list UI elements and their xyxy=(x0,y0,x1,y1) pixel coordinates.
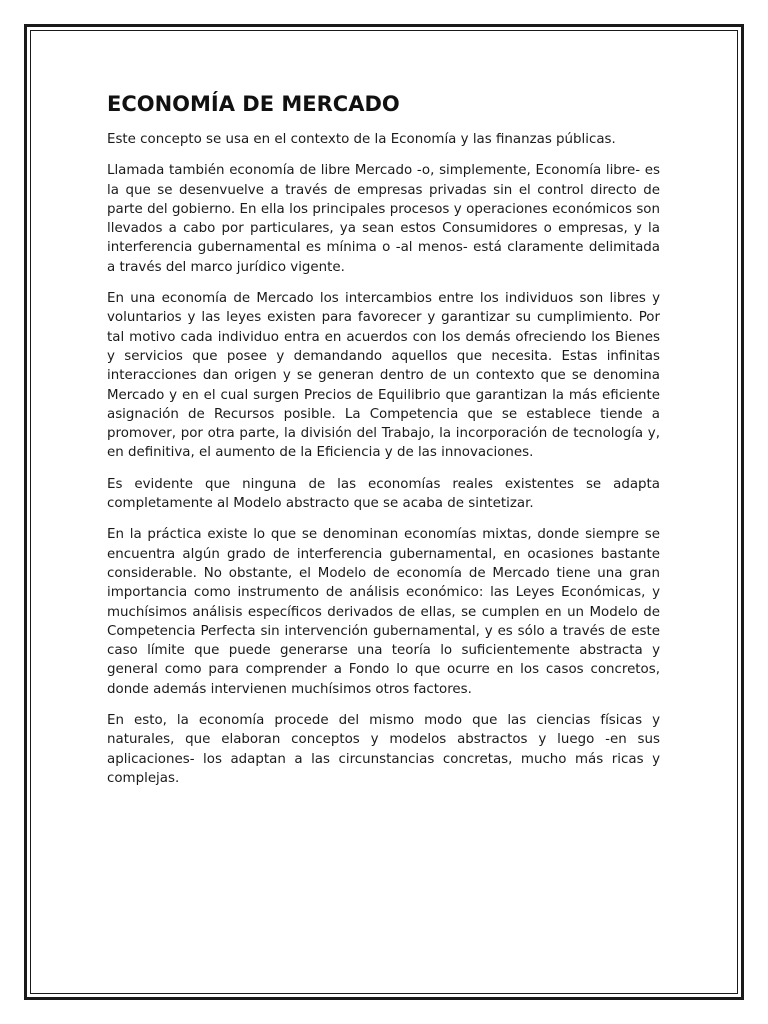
paragraph-intro: Este concepto se usa en el contexto de la Economía y las finanzas públicas. xyxy=(107,132,616,147)
paragraph-conclusion: En esto, la economía procede del mismo modo que las ciencias físicas y naturales, que elaboran conceptos y modelos abstractos y luego -en sus aplicaciones- los adaptan a las circunstancias concretas, mucho más ricas y complejas. xyxy=(107,713,660,786)
paragraph-definition: Llamada también economía de libre Mercado -o, simplemente, Economía libre- es la que se desenvuelve a través de empresas privadas sin el control directo de parte del gobierno. En ella los principales procesos y operaciones económicos son llevados a cabo por particulares, ya sean estos Consumidores o empresas, y la interferencia gubernamental es mínima o -al menos- está claramente delimitada a través del marco jurídico vigente. xyxy=(107,163,660,275)
paragraph-market-exchanges: En una economía de Mercado los intercambios entre los individuos son libres y voluntarios y las leyes existen para favorecer y garantizar su cumplimiento. Por tal motivo cada individuo entra en acuerdos con los demás ofreciendo los Bienes y servicios que posee y demandando aquellos que necesita. Estas infinitas interacciones dan origen y se generan dentro de un contexto que se denomina Mercado y en el cual surgen Precios de Equilibrio que garantizan la más eficiente asignación de Recursos posible. La Competencia que se establece tiende a promover, por otra parte, la división del Trabajo, la incorporación de tecnología y, en definitiva, el aumento de la Eficiencia y de las innovaciones. xyxy=(107,291,660,461)
document-title: ECONOMÍA DE MERCADO xyxy=(107,92,400,116)
document-body xyxy=(107,90,660,800)
paragraph-mixed-economies: En la práctica existe lo que se denominan economías mixtas, donde siempre se encuentra algún grado de interferencia gubernamental, en ocasiones bastante considerable. No obstante, el Modelo de economía de Mercado tiene una gran importancia como instrumento de análisis económico: las Leyes Económicas, y muchísimos análisis específicos derivados de ellas, se cumplen en un Modelo de Competencia Perfecta sin intervención gubernamental, y es sólo a través de este caso límite que puede generarse una teoría lo suficientemente abstracta y general como para comprender a Fondo lo que ocurre en los casos concretos, donde además intervienen muchísimos otros factores. xyxy=(107,527,660,697)
paragraph-real-economies: Es evidente que ninguna de las economías reales existentes se adapta completamente al Modelo abstracto que se acaba de sintetizar. xyxy=(107,476,660,512)
